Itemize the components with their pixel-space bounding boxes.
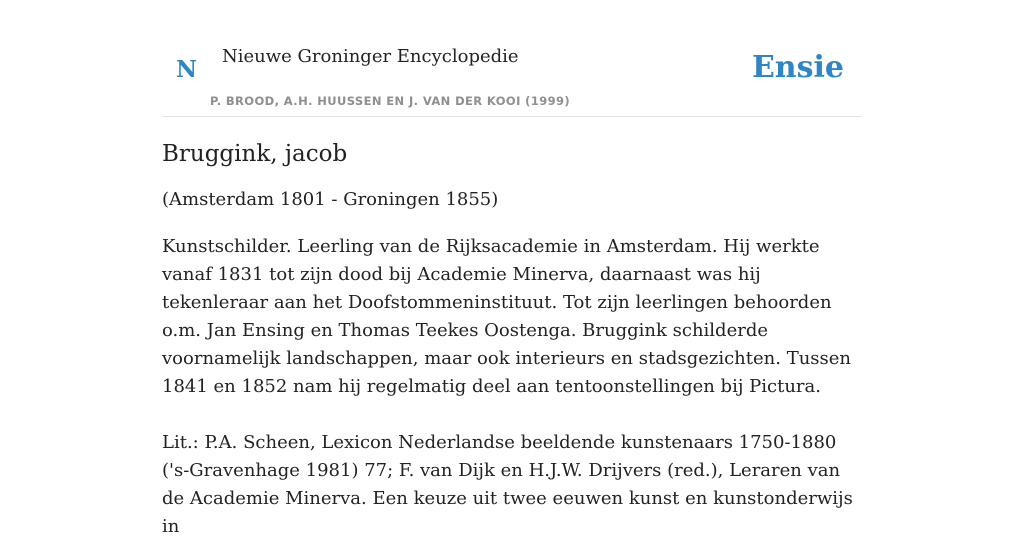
header xyxy=(162,0,862,117)
entry-title: Bruggink, jacob xyxy=(162,141,348,167)
book-title-link[interactable]: Nieuwe Groninger Encyclopedie xyxy=(222,46,519,67)
article xyxy=(162,138,862,541)
entry-body: Kunstschilder. Leerling van de Rijksacademie in Amsterdam. Hij werkte vanaf 1831 tot zijn dood bij Academie Minerva, daarnaast was hij tekenleraar aan het Doofstommeninstituut. Tot zijn leerlingen behoorden o.m. Jan Ensing en Thomas Teekes Oostenga. Bruggink schilderde voornamelijk landschappen, maar ook interieurs en stadsgezichten. Tussen 1841 en 1852 nam hij regelmatig deel aan tentoonstellingen bij Pictura. xyxy=(162,236,852,397)
book-logo-icon[interactable]: N xyxy=(176,56,198,83)
book-authors: P. BROOD, A.H. HUUSSEN EN J. VAN DER KOOI (1999) xyxy=(210,94,571,108)
entry-literature: Lit.: P.A. Scheen, Lexicon Nederlandse beeldende kunstenaars 1750-1880 ('s-Gravenhage 1981) 77; F. van Dijk en H.J.W. Drijvers (red.), Leraren van de Academie Minerva. Een keuze uit twee eeuwen kunst en kunstonderwijs in xyxy=(162,432,853,537)
ensie-logo[interactable]: Ensie xyxy=(751,50,844,85)
entry-subtitle: (Amsterdam 1801 - Groningen 1855) xyxy=(162,189,499,210)
